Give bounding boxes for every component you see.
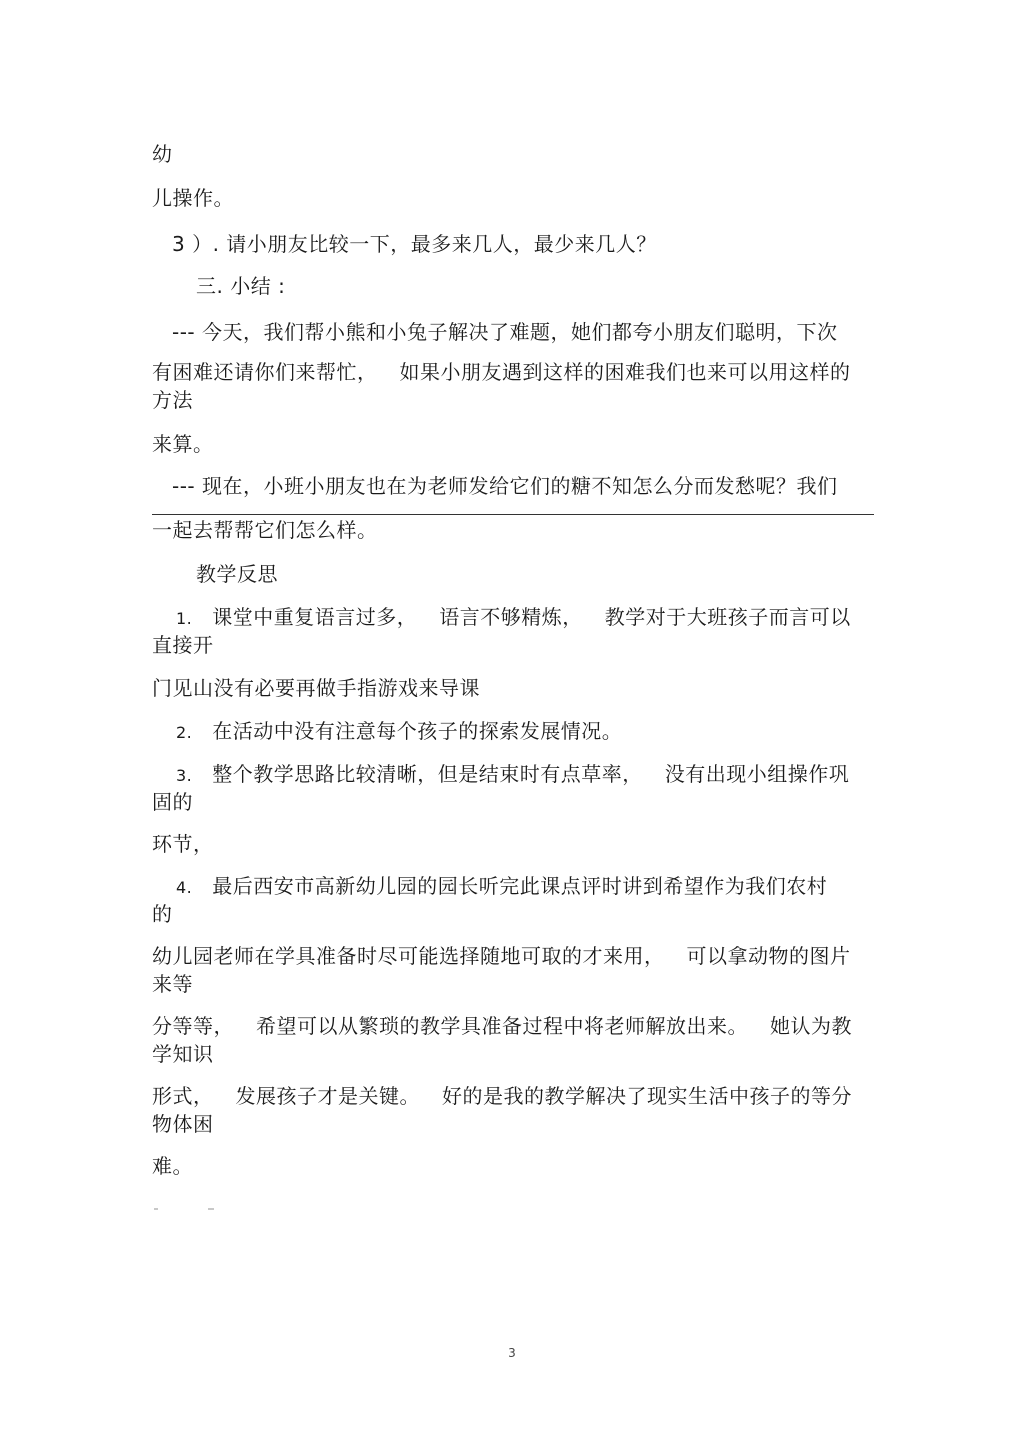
text-span: 发展孩子才是关键。 (235, 1084, 420, 1108)
text-span: 语言不够精炼， (439, 605, 583, 629)
text-line: 方法 (152, 388, 193, 412)
text-line: 来等 (152, 972, 193, 996)
text-line: 物体困 (152, 1112, 214, 1136)
list-number: 1. (176, 609, 193, 628)
text-span: 整个教学思路比较清晰，但是结束时有点草率， (212, 762, 643, 786)
scan-artifact (208, 1208, 214, 1210)
text-line: 直接开 (152, 633, 214, 657)
text-span: 形式， (152, 1084, 214, 1108)
text-span: 分等等， (152, 1014, 234, 1038)
text-span: 没有出现小组操作巩 (664, 762, 850, 786)
text-line (152, 1084, 852, 1108)
text-line: 固的 (152, 790, 193, 814)
text-span: 她认为教 (770, 1014, 852, 1038)
text-span: 课堂中重复语言过多， (212, 605, 418, 629)
text-span: 如果小朋友遇到这样的困难我们也来可以用这样的 (399, 360, 851, 384)
list-item (176, 762, 849, 788)
text-line: 来算。 (152, 432, 214, 456)
text-line: --- 现在，小班小朋友也在为老师发给它们的糖不知怎么分而发愁呢？我们 (172, 474, 838, 498)
list-number: 4. (176, 878, 193, 897)
text-span: 可以拿动物的图片 (686, 944, 851, 968)
section-heading: 三. 小结 : (196, 274, 286, 298)
text-span: 希望可以从繁琐的教学具准备过程中将老师解放出来。 (256, 1014, 748, 1038)
text-span: 在活动中没有注意每个孩子的探索发展情况。 (212, 719, 623, 743)
scan-artifact (154, 1208, 158, 1210)
text-line: 门见山没有必要再做手指游戏来导课 (152, 676, 480, 700)
text-span: 幼儿园老师在学具准备时尽可能选择随地可取的才来用， (152, 944, 665, 968)
text-line: 幼 (152, 142, 173, 166)
list-item (176, 719, 622, 745)
section-heading: 教学反思 (196, 562, 278, 586)
text-line: 学知识 (152, 1042, 214, 1066)
text-line (152, 1014, 852, 1038)
list-item (176, 605, 851, 631)
text-line: 难。 (152, 1154, 193, 1178)
text-span: 教学对于大班孩子而言可以 (604, 605, 851, 629)
text-span: 好的是我的教学解决了现实生活中孩子的等分 (442, 1084, 852, 1108)
text-line: --- 今天，我们帮小熊和小兔子解决了难题，她们都夸小朋友们聪明，下次 (172, 320, 838, 344)
list-number: 2. (176, 723, 193, 742)
text-span: 最后西安市高新幼儿园的园长听完此课点评时讲到希望作为我们农村 (212, 874, 828, 898)
text-line (152, 360, 851, 384)
text-line: 一起去帮帮它们怎么样。 (152, 518, 378, 542)
horizontal-rule (152, 514, 874, 515)
text-span: 有困难还请你们来帮忙， (152, 360, 378, 384)
list-item (176, 874, 827, 900)
text-line (152, 944, 851, 968)
text-line: 的 (152, 902, 173, 926)
text-line: 3 ）. 请小朋友比较一下，最多来几人，最少来几人？ (172, 232, 657, 256)
text-line: 儿操作。 (152, 186, 234, 210)
list-number: 3. (176, 766, 193, 785)
page-number: 3 (508, 1346, 516, 1360)
text-line: 环节， (152, 832, 214, 856)
